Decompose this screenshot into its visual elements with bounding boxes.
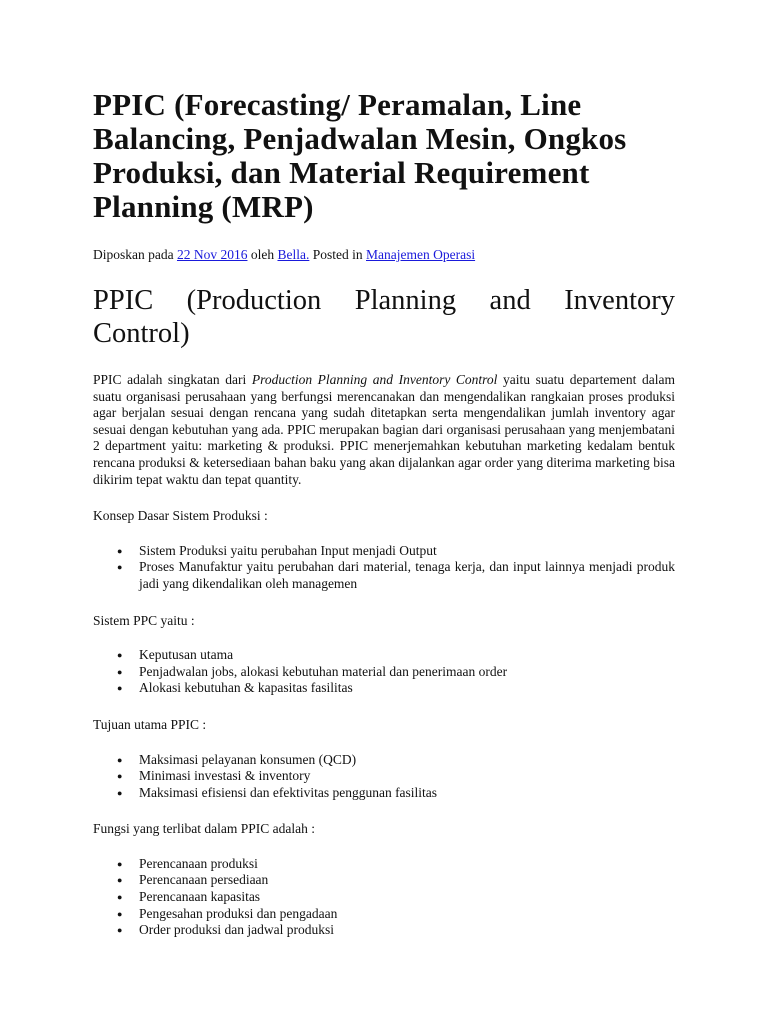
list-item bbox=[117, 889, 675, 906]
bullet-icon: ● bbox=[117, 908, 123, 919]
list-item bbox=[117, 855, 675, 873]
list-item-text: Penjadwalan jobs, alokasi kebutuhan material dan penerimaan order bbox=[139, 663, 508, 679]
meta-posted-in: Posted in bbox=[309, 247, 366, 262]
list-item bbox=[117, 542, 675, 560]
intro-rest: yaitu suatu departement dalam suatu organisasi perusahaan yang berfungsi merencanakan dan mengendalikan rangkaian proses produksi agar berjalan sesuai dengan rencana yang sudah ditetapkan serta mengendalikan jumlah inventory agar sesuai dengan kebutuhan yang ada. PPIC merupakan bagian dari organisasi perusahaan yang menjembatani 2 department yaitu: marketing & produksi. PPIC menerjemahkan kebutuhan marketing kedalam bentuk rencana produksi & ketersediaan bahan baku yang akan dijalankan agar order yang diterima marketing bisa dikirim tepat waktu dan tepat quantity. bbox=[93, 372, 675, 487]
author-link[interactable]: Bella. bbox=[277, 247, 310, 262]
intro-paragraph bbox=[93, 372, 675, 488]
bullet-icon: ● bbox=[117, 683, 123, 694]
list-item-text: Perencanaan persediaan bbox=[139, 872, 269, 888]
list-item-text: Sistem Produksi yaitu perubahan Input menjadi Output bbox=[139, 542, 437, 558]
list-item-text: Alokasi kebutuhan & kapasitas fasilitas bbox=[139, 680, 353, 696]
list-item-text: Keputusan utama bbox=[139, 647, 234, 663]
list-item bbox=[117, 922, 675, 939]
list-item bbox=[117, 680, 675, 697]
list-item-text: Minimasi investasi & inventory bbox=[139, 768, 311, 784]
intro-emphasis: Production Planning and Inventory Control bbox=[251, 372, 498, 387]
bullet-icon: ● bbox=[117, 650, 123, 661]
list-item bbox=[117, 663, 675, 681]
list-item-text: Pengesahan produksi dan pengadaan bbox=[139, 905, 338, 921]
list-label-konsep: Konsep Dasar Sistem Produksi : bbox=[93, 508, 268, 524]
list-label-sistem-ppc: Sistem PPC yaitu : bbox=[93, 612, 195, 628]
bullet-icon: ● bbox=[117, 858, 123, 869]
bullet-icon: ● bbox=[117, 787, 123, 798]
list-item-text: Proses Manufaktur yaitu perubahan dari material, tenaga kerja, dan input lainnya menjadi produk jadi yang dikendalikan oleh managemen bbox=[139, 559, 675, 591]
bullet-icon: ● bbox=[117, 925, 123, 936]
category-link[interactable]: Manajemen Operasi bbox=[366, 247, 476, 262]
post-date-link[interactable]: 22 Nov 2016 bbox=[176, 247, 248, 262]
list-item-text: Perencanaan produksi bbox=[139, 855, 258, 871]
list-item bbox=[117, 905, 675, 923]
list-item-text: Order produksi dan jadwal produksi bbox=[139, 922, 334, 938]
meta-by: oleh bbox=[247, 247, 278, 262]
list-sistem-ppc bbox=[93, 647, 675, 697]
list-item bbox=[117, 559, 675, 592]
list-item-text: Maksimasi efisiensi dan efektivitas penggunan fasilitas bbox=[139, 784, 438, 800]
post-title: PPIC (Forecasting/ Peramalan, Line Balancing, Penjadwalan Mesin, Ongkos Produksi, dan Material Requirement Planning (MRP) bbox=[93, 87, 627, 224]
bullet-icon: ● bbox=[117, 545, 123, 556]
section-title bbox=[93, 284, 675, 350]
list-tujuan bbox=[93, 752, 675, 802]
bullet-icon: ● bbox=[117, 892, 123, 903]
bullet-icon: ● bbox=[117, 754, 123, 765]
list-item bbox=[117, 784, 675, 802]
intro-lead: PPIC adalah singkatan dari bbox=[93, 372, 252, 387]
list-item-text: Perencanaan kapasitas bbox=[139, 889, 261, 905]
list-item bbox=[117, 768, 675, 785]
section-title-line1: PPIC (Production Planning and Inventory bbox=[93, 285, 675, 316]
list-label-fungsi: Fungsi yang terlibat dalam PPIC adalah : bbox=[93, 821, 315, 837]
bullet-icon: ● bbox=[117, 771, 123, 782]
bullet-icon: ● bbox=[117, 666, 123, 677]
meta-prefix: Diposkan pada bbox=[93, 247, 177, 262]
section-title-line2: Control) bbox=[93, 318, 190, 349]
list-konsep bbox=[93, 543, 675, 593]
list-item bbox=[117, 872, 675, 889]
bullet-icon: ● bbox=[117, 562, 123, 573]
bullet-icon: ● bbox=[117, 875, 123, 886]
list-item-text: Maksimasi pelayanan konsumen (QCD) bbox=[139, 751, 357, 767]
list-item bbox=[117, 751, 675, 769]
list-label-tujuan: Tujuan utama PPIC : bbox=[93, 716, 207, 732]
list-item bbox=[117, 647, 675, 664]
post-meta bbox=[93, 246, 675, 264]
list-fungsi bbox=[93, 856, 675, 939]
